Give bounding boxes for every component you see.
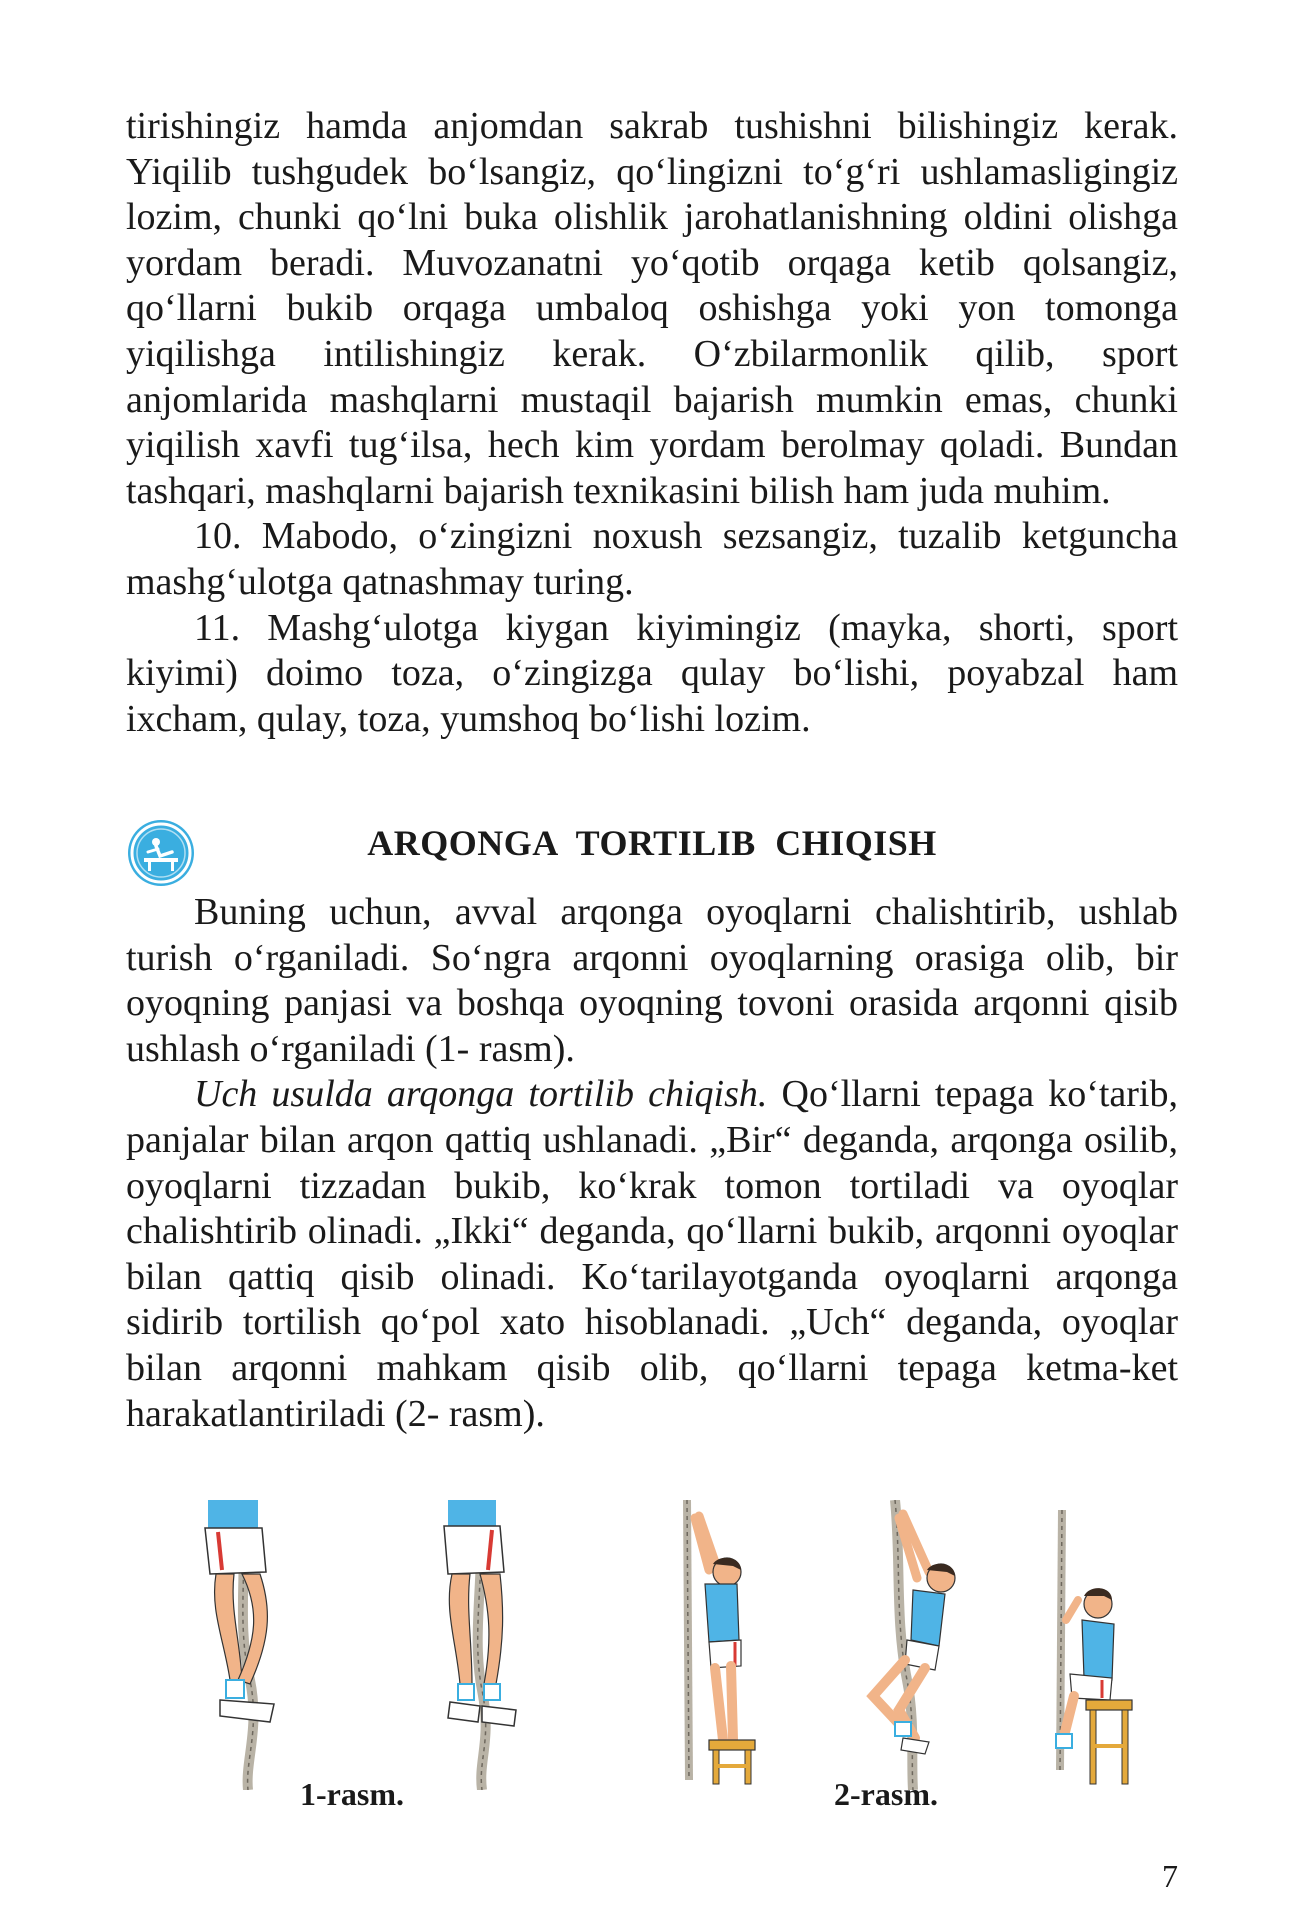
figures-row: [150, 1500, 1150, 1812]
paragraph-rope-intro: Buning uchun, avval arqonga oyoqlarni chalishtirib, ushlab turish o‘rganiladi. So‘ngra arqonni oyoqlarning orasiga olib, bir oyoqning panjasi va boshqa oyoqning tovoni orasida arqonni qisib ushlash o‘rganiladi (1- rasm).: [126, 891, 1178, 1070]
figure-1-caption: 1-rasm.: [300, 1776, 404, 1812]
section-heading-row: [126, 818, 1178, 888]
paragraph-safety-continued: tirishingiz hamda anjomdan sakrab tushishni bilishingiz kerak. Yiqilib tushgudek bo‘lsangiz, qo‘lingizni to‘g‘ri ushlamasligingiz lozim, chunki qo‘lni buka olishlik jarohatlanishning oldini olishga yordam beradi. Muvozanatni yo‘qotib orqaga ketib qolsangiz, qo‘llarni bukib orqaga umbaloq oshishga yoki yon tomonga yiqilishga intilishingiz kerak. O‘zbilarmonlik qilib, sport anjomlarida mashqlarni mustaqil bajarish mumkin emas, chunki yiqilish xavfi tug‘ilsa, hech kim yordam berolmay qoladi. Bundan tashqari, mashqlarni bajarish texnikasini bilish ham juda muhim.: [126, 105, 1178, 512]
paragraph-three-methods: [126, 1072, 1178, 1437]
paragraph-rule-10: 10. Mabodo, o‘zingizni noxush sezsangiz, tuzalib ketguncha mashg‘ulotga qatnashmay turing.: [126, 515, 1178, 603]
paragraph-rule-11: 11. Mashg‘ulotga kiygan kiyimingiz (mayka, shorti, sport kiyimi) doimo toza, o‘zingizga qulay bo‘lishi, poyabzal ham ixcham, qulay, toza, yumshoq bo‘lishi lozim.: [126, 606, 1178, 740]
three-methods-title: Uch usulda arqonga tortilib chiqish.: [194, 1073, 768, 1116]
section-text-block: [126, 890, 1178, 1437]
top-text-block: [126, 104, 1178, 742]
page-number: 7: [1162, 1858, 1178, 1894]
figure-1-rope-between-feet: [430, 1500, 550, 1790]
figure-2-caption: 2-rasm.: [834, 1776, 938, 1812]
three-methods-text: Qo‘llarni tepaga ko‘tarib, panjalar bilan arqon qattiq ushlanadi. „Bir“ deganda, arqonga osilib, oyoqlarni tizzadan bukib, ko‘krak tomon tortiladi va oyoqlar chalishtirib olinadi. „Ikki“ deganda, qo‘llarni bukib, arqonni oyoqlar bilan qattiq qisib olinadi. Ko‘tarilayotganda oyoqlarni arqonga sidirib tortilish qo‘pol xato hisoblanadi. „Uch“ deganda, oyoqlar bilan arqonni mahkam qisib olib, qo‘llarni tepaga ketma-ket harakatlantiriladi (2- rasm).: [126, 1073, 1178, 1435]
figure-2-legs-bent: [855, 1500, 1005, 1790]
figure-1-legs-crossed: [190, 1500, 310, 1790]
figure-2-standing-on-stool: [665, 1500, 785, 1790]
figure-2-sitting-on-stool: [1040, 1500, 1160, 1790]
section-title: ARQONGA TORTILIB CHIQISH: [367, 823, 937, 863]
